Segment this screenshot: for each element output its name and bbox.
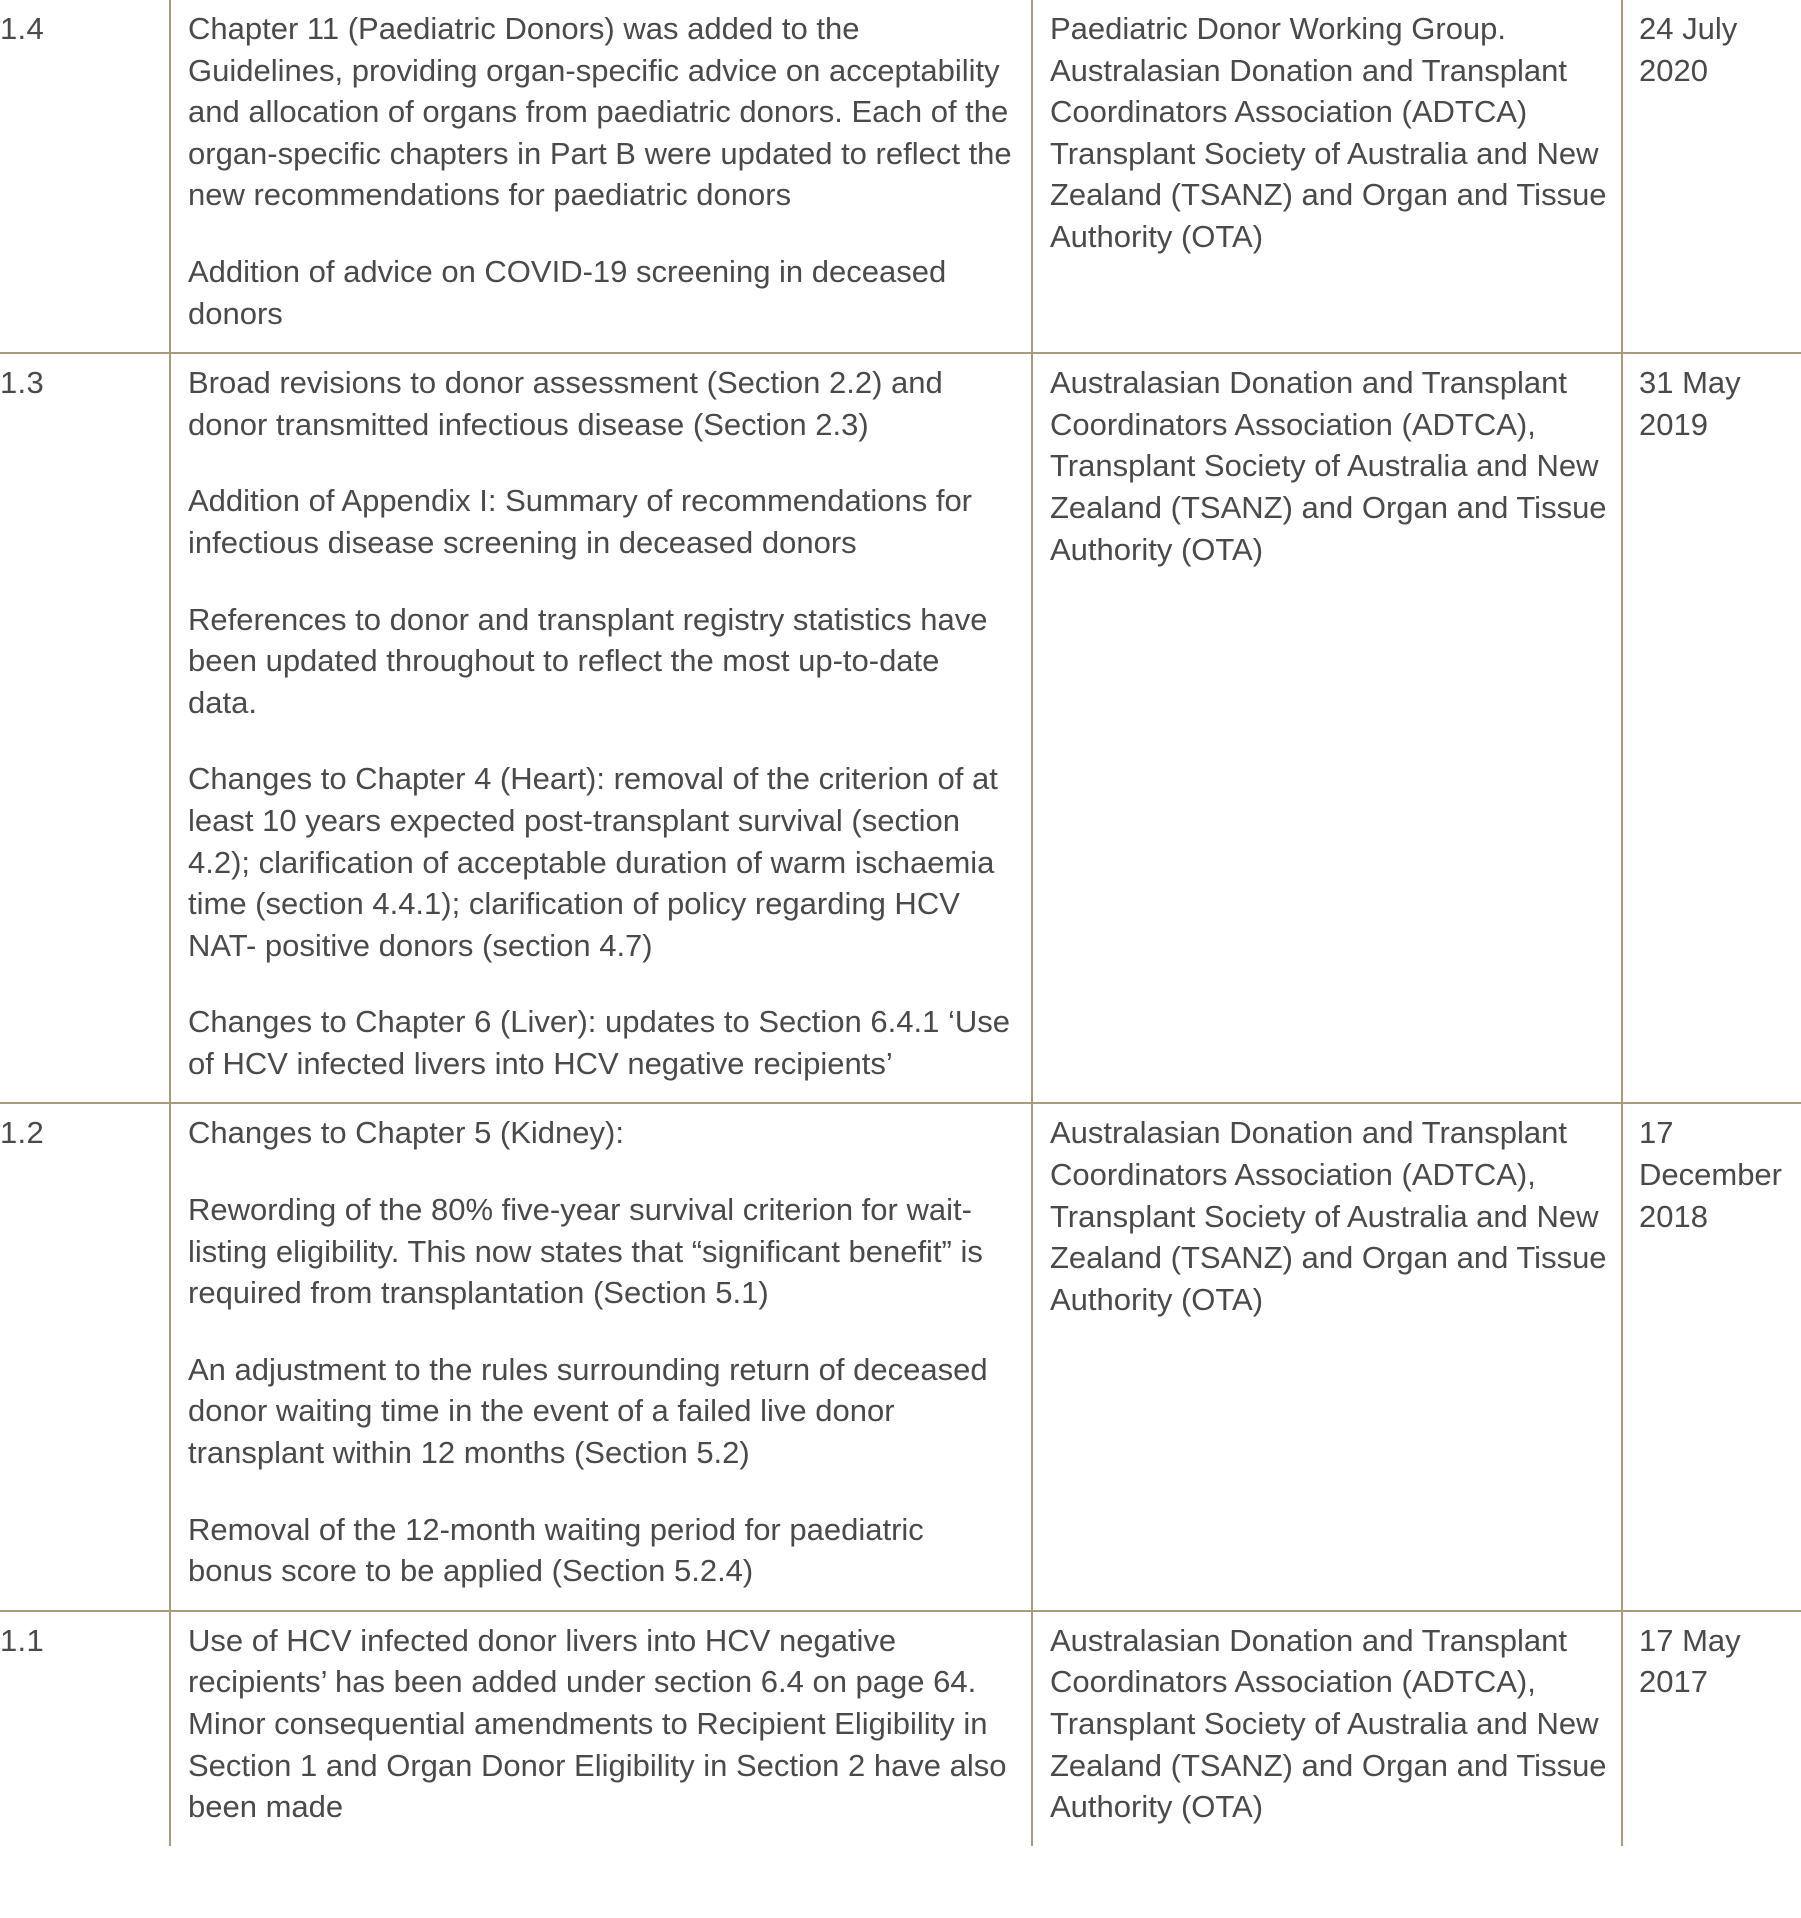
version-cell: 1.1: [0, 1611, 170, 1846]
change-paragraph: Removal of the 12-month waiting period for paediatric bonus score to be applied (Section 5.2.4): [188, 1511, 924, 1589]
table-row: [0, 0, 1801, 353]
approved-by-cell: Australasian Donation and Transplant Coordinators Association (ADTCA), Transplant Society of Australia and New Zealand (TSANZ) and Organ and Tissue Authority (OTA): [1032, 353, 1622, 1103]
change-paragraph: Changes to Chapter 4 (Heart): removal of the criterion of at least 10 years expected post-transplant survival (section 4.2); clarification of acceptable duration of warm ischaemia time (section 4.4.1); clarification of policy regarding HCV NAT- positive donors (section 4.7): [188, 761, 998, 963]
table-row: [0, 1611, 1801, 1846]
change-paragraph: Use of HCV infected donor livers into HCV negative recipients’ has been added under section 6.4 on page 64. Minor consequential amendments to Recipient Eligibility in Section 1 and Organ Donor Eligibility in Section 2 have also been made: [188, 1622, 1007, 1825]
version-cell: 1.4: [0, 0, 170, 353]
approved-by-cell: Australasian Donation and Transplant Coordinators Association (ADTCA), Transplant Society of Australia and New Zealand (TSANZ) and Organ and Tissue Authority (OTA): [1032, 1611, 1622, 1846]
change-paragraph: Broad revisions to donor assessment (Section 2.2) and donor transmitted infectious disease (Section 2.3): [188, 365, 943, 442]
change-paragraph: Changes to Chapter 6 (Liver): updates to Section 6.4.1 ‘Use of HCV infected livers into HCV negative recipients’: [188, 1004, 1010, 1081]
version-cell: 1.2: [0, 1103, 170, 1610]
date-cell: 31 May 2019: [1622, 353, 1801, 1103]
changes-cell: [170, 0, 1032, 353]
date-cell: 17 December 2018: [1622, 1103, 1801, 1610]
change-paragraph: Chapter 11 (Paediatric Donors) was added to the Guidelines, providing organ-specific advice on acceptability and allocation of organs from paediatric donors. Each of the organ-specific chapters in Part B were updated to reflect the new recommendations for paediatric donors: [188, 11, 1012, 213]
approved-by-cell: Australasian Donation and Transplant Coordinators Association (ADTCA), Transplant Society of Australia and New Zealand (TSANZ) and Organ and Tissue Authority (OTA): [1032, 1103, 1622, 1610]
change-paragraph: References to donor and transplant registry statistics have been updated throughout to reflect the most up-to-date data.: [188, 601, 988, 720]
change-paragraph: Addition of Appendix I: Summary of recommendations for infectious disease screening in deceased donors: [188, 483, 973, 560]
table-row: [0, 1103, 1801, 1610]
date-cell: 17 May 2017: [1622, 1611, 1801, 1846]
change-paragraph: Addition of advice on COVID-19 screening in deceased donors: [188, 253, 947, 331]
change-paragraph: Rewording of the 80% five-year survival criterion for wait-listing eligibility. This now states that “significant benefit” is required from transplantation (Section 5.1): [188, 1192, 983, 1311]
table-row: [0, 353, 1801, 1103]
changes-cell: [170, 1611, 1032, 1846]
changes-cell: [170, 1103, 1032, 1610]
change-paragraph: Changes to Chapter 5 (Kidney):: [188, 1115, 624, 1151]
date-cell: 24 July 2020: [1622, 0, 1801, 353]
version-cell: 1.3: [0, 353, 170, 1103]
changes-cell: [170, 353, 1032, 1103]
change-paragraph: An adjustment to the rules surrounding return of deceased donor waiting time in the event of a failed live donor transplant within 12 months (Section 5.2): [188, 1351, 988, 1471]
approved-by-cell: Paediatric Donor Working Group. Australasian Donation and Transplant Coordinators Association (ADTCA) Transplant Society of Australia and New Zealand (TSANZ) and Organ and Tissue Authority (OTA): [1032, 0, 1622, 353]
